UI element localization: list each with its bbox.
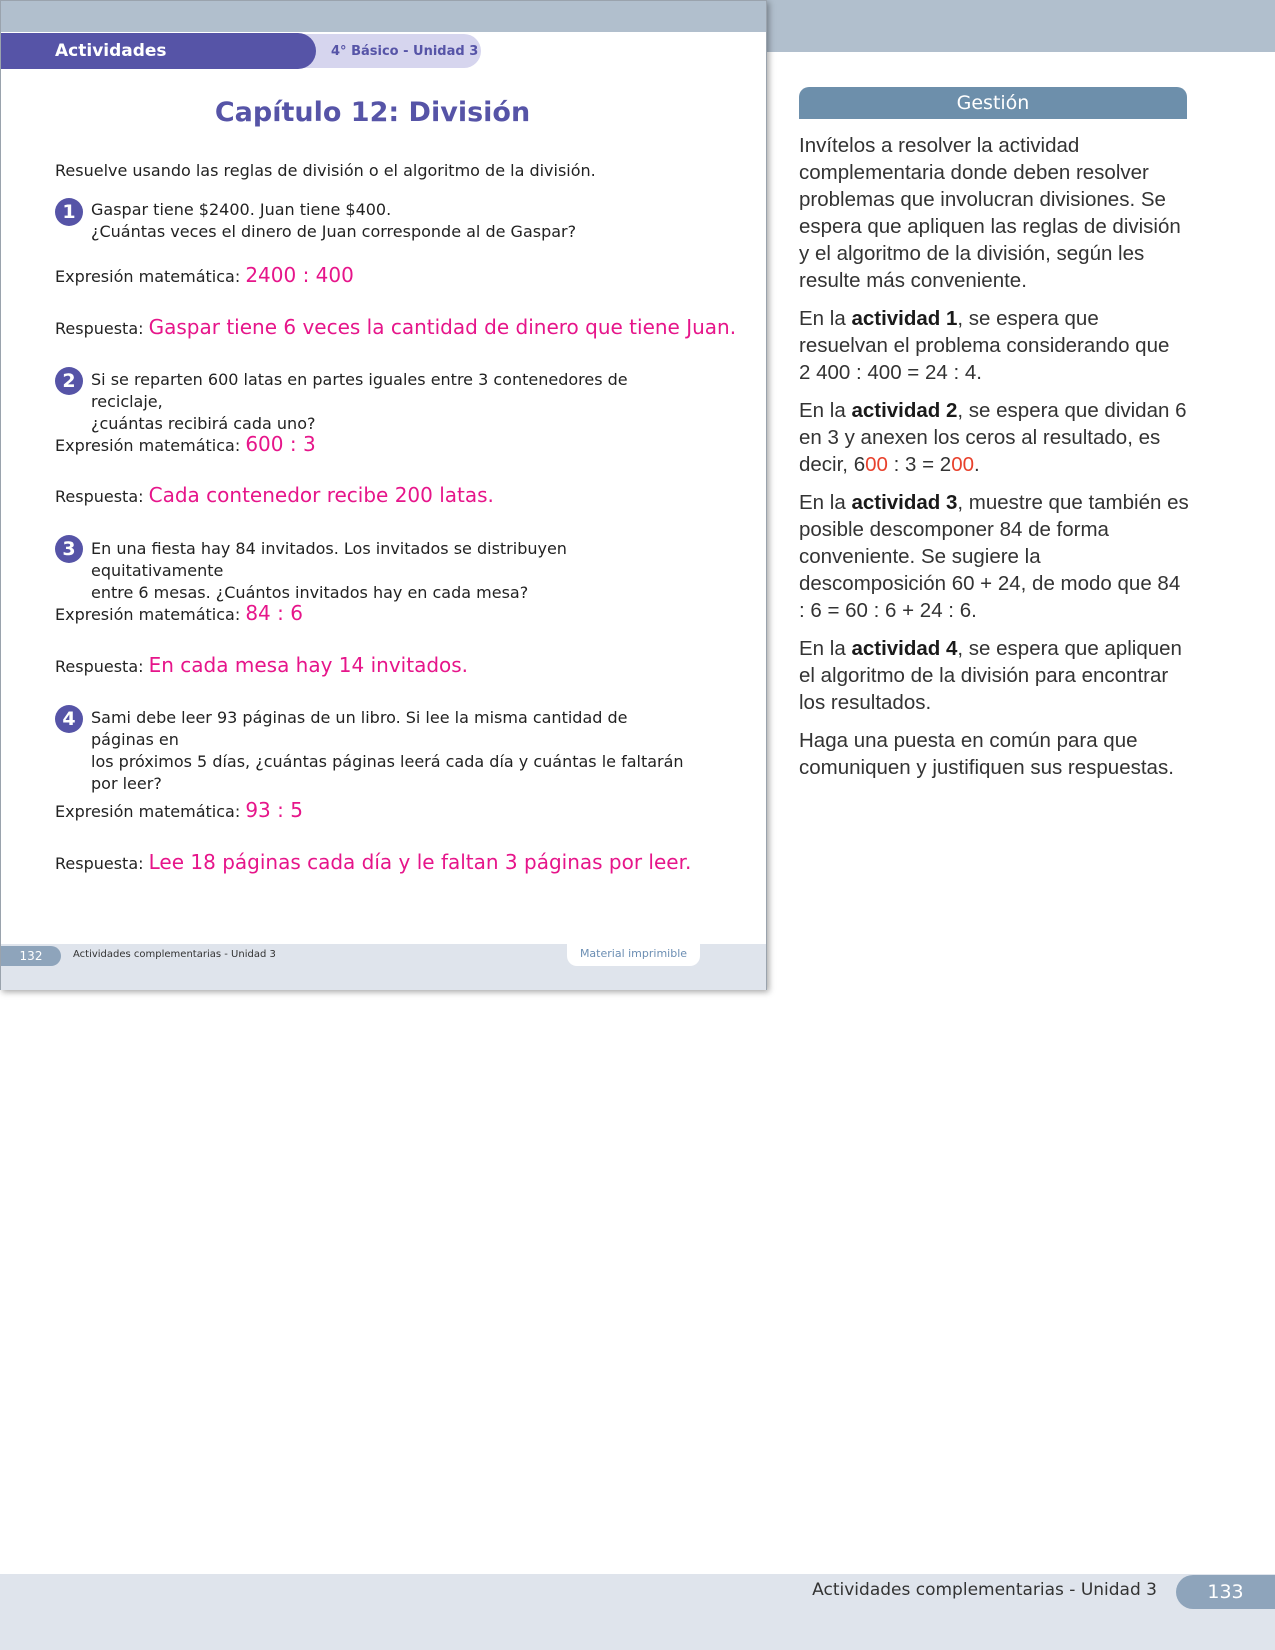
expression-row — [55, 263, 354, 287]
question-line: ¿Cuántas veces el dinero de Juan corresponde al de Gaspar? — [91, 222, 577, 241]
activity-4-label: actividad 4 — [851, 637, 958, 660]
activity-2-label: actividad 2 — [851, 399, 958, 422]
gestion-body — [799, 132, 1189, 792]
gestion-activity-4 — [799, 635, 1189, 716]
expression-value: 84 : 6 — [245, 601, 303, 625]
answer-row — [55, 850, 691, 874]
eq-part: . — [974, 453, 980, 476]
printable-material-tag: Material imprimible — [567, 944, 700, 966]
answer-row — [55, 483, 494, 507]
sheet-page-number: 132 — [1, 946, 61, 966]
instruction: Resuelve usando las reglas de división o el algoritmo de la división. — [55, 161, 596, 180]
question-line: En una fiesta hay 84 invitados. Los invitados se distribuyen equitativamente — [91, 539, 567, 580]
activity-2-equation — [854, 453, 980, 476]
expression-label: Expresión matemática: — [55, 802, 241, 821]
answer-value: En cada mesa hay 14 invitados. — [148, 653, 469, 677]
eq-part: : 3 = 2 — [887, 453, 952, 476]
activity-sheet — [0, 0, 767, 990]
question-line: los próximos 5 días, ¿cuántas páginas leerá cada día y cuántas le faltarán — [91, 752, 684, 771]
question-line: Sami debe leer 93 páginas de un libro. Si lee la misma cantidad de páginas en — [91, 708, 628, 749]
answer-value: Gaspar tiene 6 veces la cantidad de dinero que tiene Juan. — [148, 315, 737, 339]
question-number-badge: 2 — [55, 367, 83, 395]
gestion-closing: Haga una puesta en común para que comuniquen y justifiquen sus respuestas. — [799, 729, 1174, 779]
gestion-activity-3 — [799, 489, 1189, 624]
answer-label: Respuesta: — [55, 319, 144, 338]
sheet-top-strip — [1, 1, 766, 32]
section-tab: Actividades complementarias — [1, 33, 316, 69]
gestion-header: Gestión — [799, 87, 1187, 119]
question-line: ¿cuántas recibirá cada uno? — [91, 414, 316, 433]
expression-row — [55, 432, 316, 456]
activity-3-text: , muestre que también es posible descomponer 84 de forma conveniente. Se sugiere la descomposición 60 + 24, de modo que 84 : 6 = 60 : 6 + 24 : 6. — [799, 491, 1189, 622]
page-number: 133 — [1176, 1575, 1275, 1609]
question-number-badge: 3 — [55, 535, 83, 563]
activity-4-text: , se espera que apliquen el algoritmo de la división para encontrar los resultados. — [799, 637, 1182, 714]
answer-label: Respuesta: — [55, 854, 144, 873]
question-line: por leer? — [91, 774, 162, 793]
activity-1-text: , se espera que resuelvan el problema considerando que — [799, 307, 1170, 357]
grade-unit-tab: 4° Básico - Unidad 3 — [291, 34, 481, 68]
eq-zeros: 00 — [951, 453, 974, 476]
gestion-activity-2 — [799, 397, 1189, 478]
expression-label: Expresión matemática: — [55, 436, 241, 455]
question-1-text — [91, 199, 691, 243]
page-footer-text: Actividades complementarias - Unidad 3 — [812, 1580, 1157, 1600]
eq-zeros: 00 — [865, 453, 888, 476]
question-4-text — [91, 707, 691, 795]
text-en-la: En la — [799, 399, 846, 422]
gestion-intro: Invítelos a resolver la actividad complementaria donde deben resolver problemas que involucran divisiones. Se espera que apliquen las reglas de división y el algoritmo de la división, según les resulte más conveniente. — [799, 134, 1181, 292]
eq-part: 6 — [853, 453, 866, 476]
answer-value: Cada contenedor recibe 200 latas. — [148, 483, 494, 507]
question-3-text — [91, 538, 691, 604]
question-number-badge: 1 — [55, 198, 83, 226]
answer-row — [55, 653, 468, 677]
activity-1-equation: 2 400 : 400 = 24 : 4. — [799, 361, 982, 384]
expression-value: 600 : 3 — [245, 432, 316, 456]
activity-3-label: actividad 3 — [851, 491, 958, 514]
gestion-activity-1 — [799, 305, 1189, 386]
question-line: Si se reparten 600 latas en partes iguales entre 3 contenedores de reciclaje, — [91, 370, 628, 411]
answer-row — [55, 315, 736, 339]
question-number-badge: 4 — [55, 705, 83, 733]
chapter-title: Capítulo 12: División — [214, 97, 531, 128]
question-2-text — [91, 369, 691, 435]
text-en-la: En la — [799, 491, 846, 514]
question-line: entre 6 mesas. ¿Cuántos invitados hay en cada mesa? — [91, 583, 529, 602]
expression-value: 2400 : 400 — [245, 263, 354, 287]
text-en-la: En la — [799, 637, 846, 660]
text-en-la: En la — [799, 307, 846, 330]
expression-row — [55, 798, 303, 822]
answer-value: Lee 18 páginas cada día y le faltan 3 páginas por leer. — [148, 850, 692, 874]
activity-2-text: , se espera que dividan 6 en 3 y anexen los ceros al resultado, es decir, — [799, 399, 1187, 476]
expression-label: Expresión matemática: — [55, 267, 241, 286]
answer-label: Respuesta: — [55, 657, 144, 676]
expression-label: Expresión matemática: — [55, 605, 241, 624]
expression-row — [55, 601, 303, 625]
question-line: Gaspar tiene $2400. Juan tiene $400. — [91, 200, 392, 219]
activity-1-label: actividad 1 — [851, 307, 958, 330]
expression-value: 93 : 5 — [245, 798, 303, 822]
answer-label: Respuesta: — [55, 487, 144, 506]
sheet-footer-text: Actividades complementarias - Unidad 3 — [73, 949, 276, 960]
